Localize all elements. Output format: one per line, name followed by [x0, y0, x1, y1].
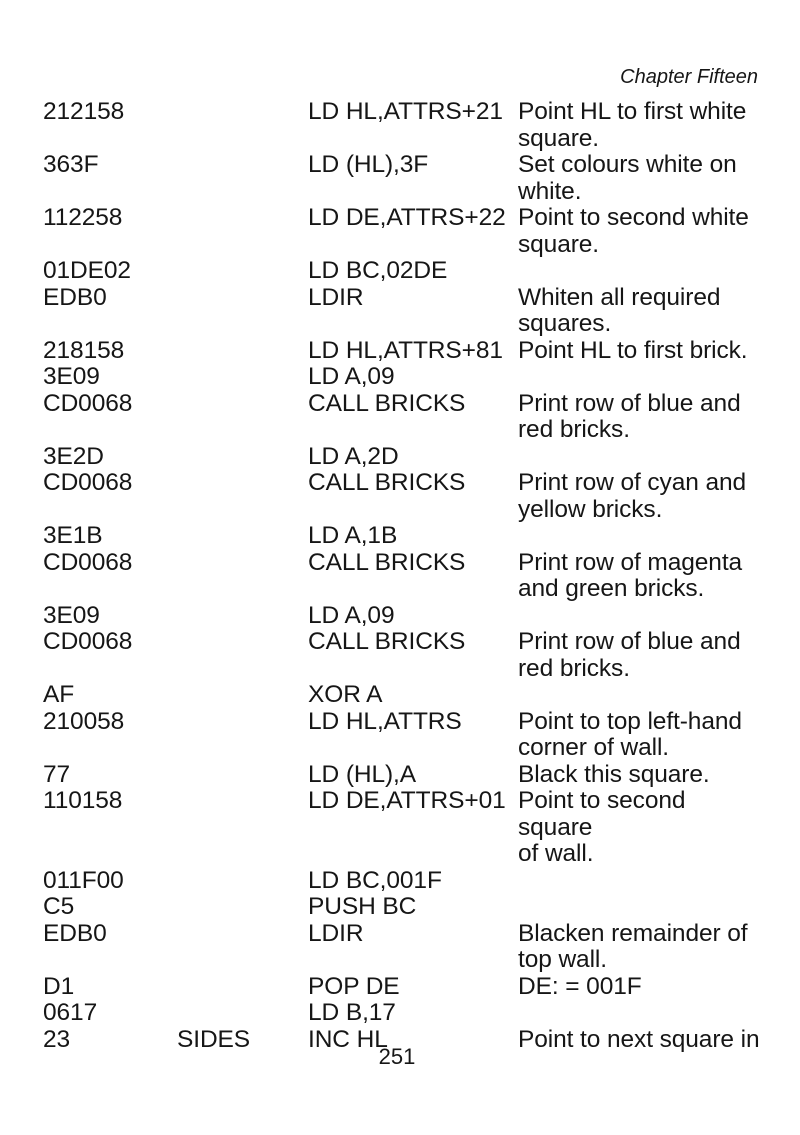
mnemonic: XOR A: [308, 681, 383, 708]
listing-row: [43, 444, 763, 471]
listing-row: [43, 258, 763, 285]
mnemonic: LD DE,ATTRS+22: [308, 204, 506, 231]
hex-code: 210058: [43, 707, 125, 735]
listing-row: [43, 523, 763, 550]
mnemonic: LD HL,ATTRS: [308, 707, 462, 735]
comment: [518, 470, 763, 523]
comment: [518, 338, 763, 365]
hex-code: 3E09: [43, 363, 100, 390]
mnemonic: PUSH BC: [308, 893, 417, 920]
comment-line: Blacken remainder of: [518, 919, 748, 947]
mnemonic: LD A,09: [308, 601, 395, 629]
hex-code: 212158: [43, 98, 125, 125]
listing-row: [43, 391, 763, 444]
comment-line: of wall.: [518, 840, 594, 867]
hex-code: EDB0: [43, 919, 107, 947]
hex-code: 112258: [43, 204, 123, 231]
comment-line: Whiten all required: [518, 283, 721, 311]
hex-code: 0617: [43, 999, 98, 1026]
mnemonic: LD HL,ATTRS+21: [308, 98, 503, 125]
mnemonic: LD (HL),A: [308, 760, 417, 788]
hex-code: D1: [43, 972, 75, 1000]
page-number: 251: [378, 1044, 416, 1069]
comment: [518, 99, 763, 152]
listing-row: [43, 205, 763, 258]
comment-line: square.: [518, 124, 600, 152]
hex-code: CD0068: [43, 469, 133, 496]
listing-row: [43, 338, 763, 365]
mnemonic: LD BC,001F: [308, 866, 442, 894]
mnemonic: LD (HL),3F: [308, 151, 429, 178]
listing-row: [43, 921, 763, 974]
comment-line: Print row of blue and: [518, 628, 741, 655]
comment: [518, 762, 763, 789]
comment: [518, 205, 763, 258]
comment-line: red bricks.: [518, 416, 630, 443]
comment: [518, 152, 763, 205]
mnemonic: LD A,09: [308, 363, 395, 390]
hex-code: 363F: [43, 151, 99, 178]
comment-line: Print row of magenta: [518, 548, 743, 576]
mnemonic: LD B,17: [308, 999, 396, 1026]
comment: [518, 921, 763, 974]
hex-code: 110158: [43, 787, 123, 814]
hex-code: 011F00: [43, 866, 124, 894]
comment-line: Point to second white: [518, 204, 749, 231]
mnemonic: LD A,1B: [308, 522, 398, 549]
listing-row: [43, 99, 763, 152]
mnemonic: CALL BRICKS: [308, 548, 466, 576]
mnemonic: CALL BRICKS: [308, 469, 466, 496]
listing-row: [43, 470, 763, 523]
mnemonic: INC HL: [308, 1025, 388, 1053]
mnemonic: LD A,2D: [308, 442, 399, 470]
comment: [518, 550, 763, 603]
comment-line: Point to top left-hand: [518, 707, 742, 735]
comment-line: DE: = 001F: [518, 972, 642, 1000]
comment-line: squares.: [518, 310, 612, 337]
listing-row: [43, 788, 763, 868]
comment-line: white.: [518, 177, 582, 205]
hex-code: CD0068: [43, 628, 133, 655]
listing-row: [43, 974, 763, 1001]
mnemonic: POP DE: [308, 972, 400, 1000]
hex-code: 3E1B: [43, 522, 103, 549]
comment-line: top wall.: [518, 946, 607, 973]
listing-row: [43, 603, 763, 630]
listing-row: [43, 682, 763, 709]
hex-code: C5: [43, 893, 75, 920]
listing-row: [43, 152, 763, 205]
listing-row: [43, 709, 763, 762]
comment-line: yellow bricks.: [518, 495, 663, 523]
comment: [518, 709, 763, 762]
hex-code: CD0068: [43, 389, 133, 417]
asm-label: SIDES: [177, 1025, 251, 1053]
comment-line: corner of wall.: [518, 734, 670, 761]
hex-code: CD0068: [43, 548, 133, 576]
comment: [518, 974, 763, 1001]
mnemonic: LDIR: [308, 919, 364, 947]
comment-line: red bricks.: [518, 654, 630, 682]
hex-code: 23: [43, 1025, 71, 1053]
mnemonic: LDIR: [308, 283, 364, 311]
mnemonic: LD HL,ATTRS+81: [308, 336, 503, 364]
comment-line: Print row of blue and: [518, 389, 741, 417]
mnemonic: CALL BRICKS: [308, 389, 466, 417]
comment-line: and green bricks.: [518, 575, 705, 602]
comment-line: Point HL to first brick.: [518, 336, 748, 364]
comment-line: Set colours white on: [518, 151, 737, 178]
comment-line: Point HL to first white: [518, 98, 747, 125]
hex-code: 218158: [43, 336, 125, 364]
mnemonic: LD BC,02DE: [308, 257, 448, 284]
hex-code: EDB0: [43, 283, 107, 311]
hex-code: 3E2D: [43, 442, 104, 470]
listing-row: [43, 364, 763, 391]
comment-line: Point to next square in: [518, 1025, 760, 1053]
hex-code: AF: [43, 681, 75, 708]
listing-row: [43, 629, 763, 682]
comment-line: Point to second square: [518, 787, 686, 841]
hex-code: 77: [43, 760, 71, 788]
hex-code: 3E09: [43, 601, 100, 629]
comment-line: Black this square.: [518, 760, 710, 788]
comment: [518, 285, 763, 338]
mnemonic: CALL BRICKS: [308, 628, 466, 655]
listing-row: [43, 550, 763, 603]
comment: [518, 788, 763, 868]
comment: [518, 629, 763, 682]
listing-row: [43, 762, 763, 789]
code-listing: [43, 99, 763, 1053]
listing-row: [43, 894, 763, 921]
listing-row: [43, 285, 763, 338]
hex-code: 01DE02: [43, 257, 131, 284]
comment: [518, 391, 763, 444]
chapter-header: Chapter Fifteen: [620, 66, 758, 88]
listing-row: [43, 868, 763, 895]
listing-row: [43, 1000, 763, 1027]
mnemonic: LD DE,ATTRS+01: [308, 787, 506, 814]
comment-line: Print row of cyan and: [518, 469, 747, 496]
comment-line: square.: [518, 230, 600, 258]
